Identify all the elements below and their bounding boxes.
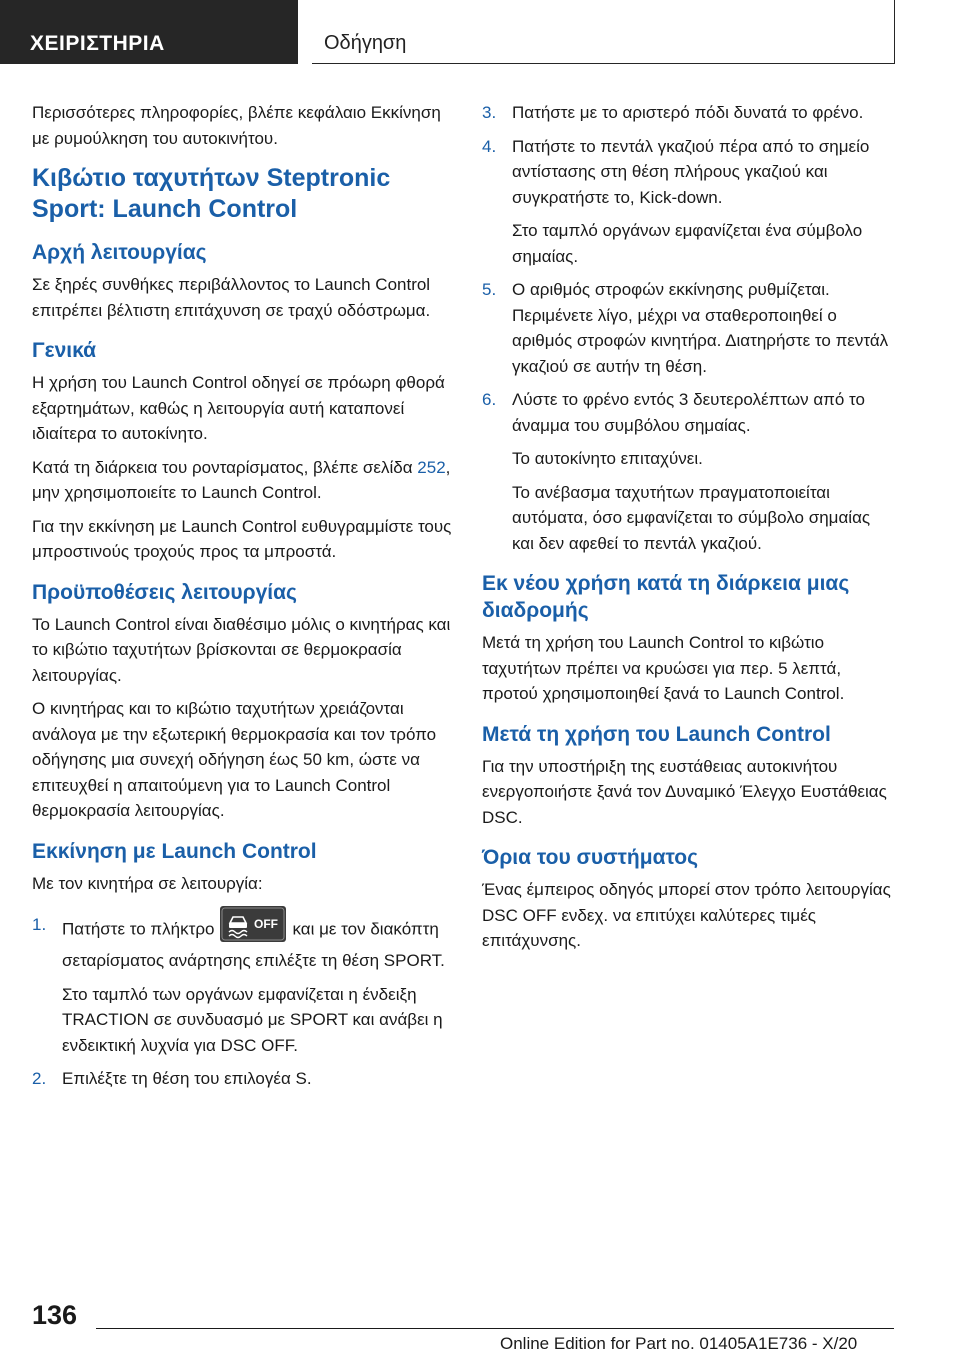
step-number: 1. (32, 915, 47, 934)
step-1-note: Στο ταμπλό των οργάνων εμφανίζεται η ένδειξη TRACTION σε συνδυασμό με SPORT και ανάβει η ενδεικτική λυχνία για DSC OFF. (62, 984, 443, 1055)
footer-divider (96, 1328, 894, 1329)
paragraph-general-1: Η χρήση του Launch Control οδηγεί σε πρόωρη φθορά εξαρτημάτων, καθώς η λειτουργία αυτή καταπονεί ιδιαίτερα το αυτοκίνητο. (32, 373, 445, 443)
left-column (32, 100, 452, 1100)
step-number: 6. (482, 390, 497, 409)
paragraph-system-limits: Ένας έμπειρος οδηγός μπορεί στον τρόπο λειτουργίας DSC OFF ενδεχ. να επιτύχει καλύτερες τιμές επιτάχυνσης. (482, 880, 891, 950)
step-2 (32, 1066, 452, 1092)
step-number: 4. (482, 136, 497, 156)
general-2-text-a: Κατά τη διάρκεια του ρονταρίσματος, βλέπε σελίδα (32, 457, 418, 477)
step-4 (482, 134, 894, 211)
paragraph-general-3: Για την εκκίνηση με Launch Control ευθυγραμμίστε τους μπροστινούς τροχούς προς τα μπροστά. (32, 516, 452, 561)
paragraph-after-use: Για την υποστήριξη της ευστάθειας αυτοκινήτου ενεργοποιήστε ξανά τον Δυναμικό Έλεγχο Ευστάθειας DSC. (482, 756, 887, 827)
heading-start: Εκκίνηση με Launch Control (32, 839, 317, 863)
heading-reuse: Εκ νέου χρήση κατά τη διάρκεια μιας διαδρομής (482, 572, 850, 622)
page-link-252[interactable]: 252 (417, 457, 446, 477)
page-number: 136 (32, 1300, 78, 1330)
heading-principle: Αρχή λειτουργίας (32, 241, 207, 264)
paragraph-principle: Σε ξηρές συνθήκες περιβάλλοντος το Launch Control επιτρέπει βέλτιστη επιτάχυνση σε τραχύ οδόστρωμα. (32, 275, 431, 320)
heading-after-use: Μετά τη χρήση του Launch Control (482, 722, 831, 746)
intro-paragraph: Περισσότερες πληροφορίες, βλέπε κεφάλαιο Εκκίνηση με ρυμούλκηση του αυτοκινήτου. (32, 103, 441, 148)
step-4-text: Πατήστε το πεντάλ γκαζιού πέρα από το σημείο αντίστασης στη θέση πλήρους γκαζιού και συγκρατήστε το, Kick-down. (512, 136, 870, 207)
step-4-note: Στο ταμπλό οργάνων εμφανίζεται ένα σύμβολο σημαίας. (512, 221, 863, 266)
section-title: Οδήγηση (312, 0, 895, 64)
heading-prerequisites: Προϋποθέσεις λειτουργίας (32, 580, 297, 604)
dsc-off-button-icon (220, 906, 286, 942)
step-5-text: Ο αριθμός στροφών εκκίνησης ρυθμίζεται. Περιμένετε λίγο, μέχρι να σταθεροποιηθεί ο αριθμός στροφών κινητήρα. Διατηρήστε το πεντάλ γκαζιού σε αυτήν τη θέση. (512, 280, 889, 376)
step-number: 3. (482, 103, 497, 122)
step-2-text: Επιλέξτε τη θέση του επιλογέα S. (62, 1069, 312, 1088)
heading-system-limits: Όρια του συστήματος (482, 846, 699, 869)
paragraph-general-2 (32, 455, 452, 506)
paragraph-prereq-2: Ο κινητήρας και το κιβώτιο ταχυτήτων χρειάζονται ανάλογα με την εξωτερική θερμοκρασία και τον τρόπο οδήγησης μια συνεχή οδήγηση έως 50 km, ώστε να επιτευχθεί η απαιτούμενη για το Launch Control θερμοκρασία λειτουργίας. (32, 699, 437, 820)
step-6-note-2: Το ανέβασμα ταχυτήτων πραγματοποιείται αυτόματα, όσο εμφανίζεται το σύμβολο σημαίας και δεν αφεθεί το πεντάλ γκαζιού. (512, 482, 871, 553)
key-off-label: OFF (254, 917, 279, 931)
general-2-text-b: , μην χρησιμοποιείτε το Launch Control. (32, 457, 451, 502)
step-5 (482, 277, 894, 379)
step-6 (482, 387, 894, 438)
chapter-tab: ΧΕΙΡΙΣΤΗΡΙΑ (0, 0, 298, 64)
step-1-text-b: και με τον διακόπτη σεταρίσματος ανάρτησης επιλέξτε τη θέση SPORT. (62, 919, 445, 970)
step-1 (32, 912, 452, 974)
edition-note: Online Edition for Part no. 01405A1E736 - X/20 (500, 1334, 858, 1353)
step-6-text: Λύστε το φρένο εντός 3 δευτερολέπτων από το άναμμα του συμβόλου σημαίας. (512, 390, 865, 435)
step-6-note-1: Το αυτοκίνητο επιταχύνει. (512, 449, 703, 468)
step-3 (482, 100, 894, 126)
main-heading: Κιβώτιο ταχυτήτων Steptronic Sport: Launch Control (32, 164, 391, 223)
right-column (482, 100, 894, 962)
paragraph-start: Με τον κινητήρα σε λειτουργία: (32, 873, 263, 893)
paragraph-prereq-1: Το Launch Control είναι διαθέσιμο μόλις ο κινητήρας και το κιβώτιο ταχυτήτων βρίσκονται σε θερμοκρασία λειτουργίας. (32, 614, 451, 685)
step-number: 5. (482, 280, 497, 299)
paragraph-reuse: Μετά τη χρήση του Launch Control το κιβώτιο ταχυτήτων πρέπει να κρυώσει για περ. 5 λεπτά, προτού χρησιμοποιηθεί ξανά το Launch Control. (482, 633, 845, 703)
step-3-text: Πατήστε με το αριστερό πόδι δυνατά το φρένο. (512, 103, 864, 122)
heading-general: Γενικά (32, 339, 97, 362)
step-1-text-a: Πατήστε το πλήκτρο (62, 919, 215, 939)
step-number: 2. (32, 1069, 47, 1088)
